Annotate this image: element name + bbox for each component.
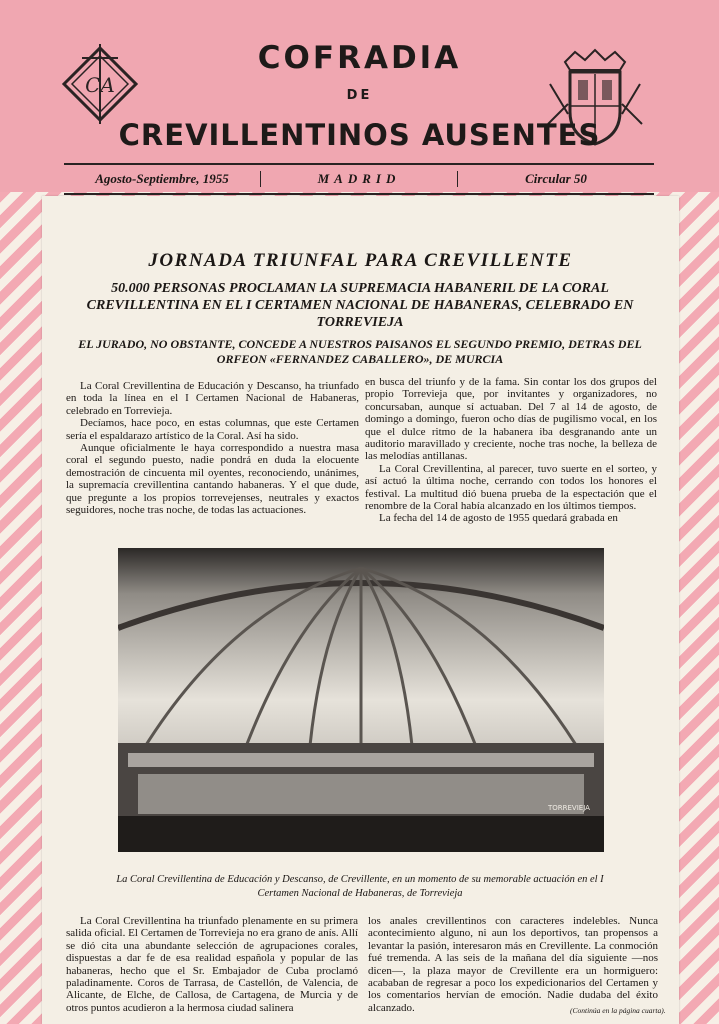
article-subheadline: 50.000 PERSONAS PROCLAMAN LA SUPREMACIA HABANERIL DE LA CORAL CREVILLENTINA EN EL I CERTAMEN NACIONAL DE HABANERAS, CELEBRADO EN TORREVIEJA — [86, 281, 634, 330]
paragraph: los anales crevillentinos con caracteres indelebles. Nunca acontecimiento alguno, ni aun los deportivos, tan propensos a levantar la pasión, interesaron más en Crevillente. La conmoción fué tremenda. A las seis de la mañana del día siguiente —nos dicen—, la plaza mayor de Crevillente era un hormiguero: acababan de regresar a poco los expedicionarios del Certamen y los comentarios hervían de emoción. Nadie dudaba del éxito alcanzado. — [368, 915, 658, 1014]
emblem-letters: CA — [85, 73, 115, 97]
paragraph: La fecha del 14 de agosto de 1955 quedará grabada en — [379, 512, 618, 525]
paragraph: La Coral Crevillentina de Educación y Descanso, ha triunfado en toda la línea en el I Certamen Nacional de Habaneras, celebrado en Torrevieja. — [66, 380, 359, 417]
paragraph: Aunque oficialmente le haya correspondido a nuestra masa coral el segundo puesto, nadie pondrá en duda la elocuente demostración de cincuenta mil oyentes, reconociendo, unánimes, la supremacía crevillentina cantando habaneras. Y el que dude, que pregunte a los propios torrevejenses, neutrales y exactos seguidores, noche tras noche, de todas las actuaciones. — [66, 442, 359, 517]
article-headline: JORNADA TRIUNFAL PARA CREVILLENTE — [148, 250, 573, 271]
photo-watermark: TORREVIEJA — [548, 804, 590, 812]
paragraph: La Coral Crevillentina, al parecer, tuvo suerte en el sorteo, y así actuó la última noche, cerrando con todos los honores el festival. La multitud dió buena prueba de la espectación que el renombre de la Coral había alcanzado en los últimos tiempos. — [365, 462, 657, 513]
article-column-4 — [368, 915, 658, 1014]
article-column-2 — [365, 376, 657, 525]
masthead-title-cofradia: COFRADIA — [257, 40, 462, 76]
article-subheadline-2: EL JURADO, NO OBSTANTE, CONCEDE A NUESTROS PAISANOS EL SEGUNDO PREMIO, DETRAS DEL ORFEON «FERNANDEZ CABALLERO», DE MURCIA — [78, 337, 642, 366]
continued-note: (Continúa en la página cuarta). — [570, 1006, 666, 1015]
issue-number: Circular 50 — [525, 171, 587, 186]
issue-city: MADRID — [260, 171, 458, 187]
photo-caption: La Coral Crevillentina de Educación y Descanso, de Crevillente, en un momento de su memorable actuación en el I Certamen Nacional de Habaneras, de Torrevieja — [116, 874, 604, 899]
article-column-3 — [66, 915, 358, 1014]
paragraph: La Coral Crevillentina ha triunfado plenamente en su primera salida oficial. El Certamen de Torrevieja no era grano de anís. Allí se dió cita una abundante selección de agrupaciones corales, dispuestas a dar fe de esa realidad española y popular de las habaneras, hecho que el Sr. Embajador de Cuba proclamó paladinamente. Coros de Tarrasa, de Castellón, de Valencia, de Alicante, de Elche, de Callosa, de Cartagena, de Murcia y de otros puntos acudieron a la hermosa ciudad salinera — [66, 915, 358, 1014]
masthead-title-de: DE — [346, 88, 373, 103]
masthead-title-crevillentinos: CREVILLENTINOS AUSENTES — [118, 118, 601, 152]
issue-date: Agosto-Septiembre, 1955 — [95, 171, 229, 186]
article-column-1 — [66, 380, 359, 516]
paragraph: en busca del triunfo y de la fama. Sin contar los dos grupos del propio Torrevieja que, por invitantes y organizadores, no concursaban, aunque sí actuaban. Del 7 al 14 de agosto, de domingo a domingo, fueron ocho días de pugilismo vocal, en los que el dulce ritmo de la habanera iba desgranando ante un auditorio maravillado y creciente, noche tras noche, la belleza de las melodías antillanas. — [365, 376, 657, 463]
paragraph: Decíamos, hace poco, en estas columnas, que este Certamen sería el espaldarazo artístico de la Coral. Así ha sido. — [66, 417, 359, 442]
choir-photograph — [118, 548, 604, 852]
issue-info-bar — [64, 163, 654, 195]
